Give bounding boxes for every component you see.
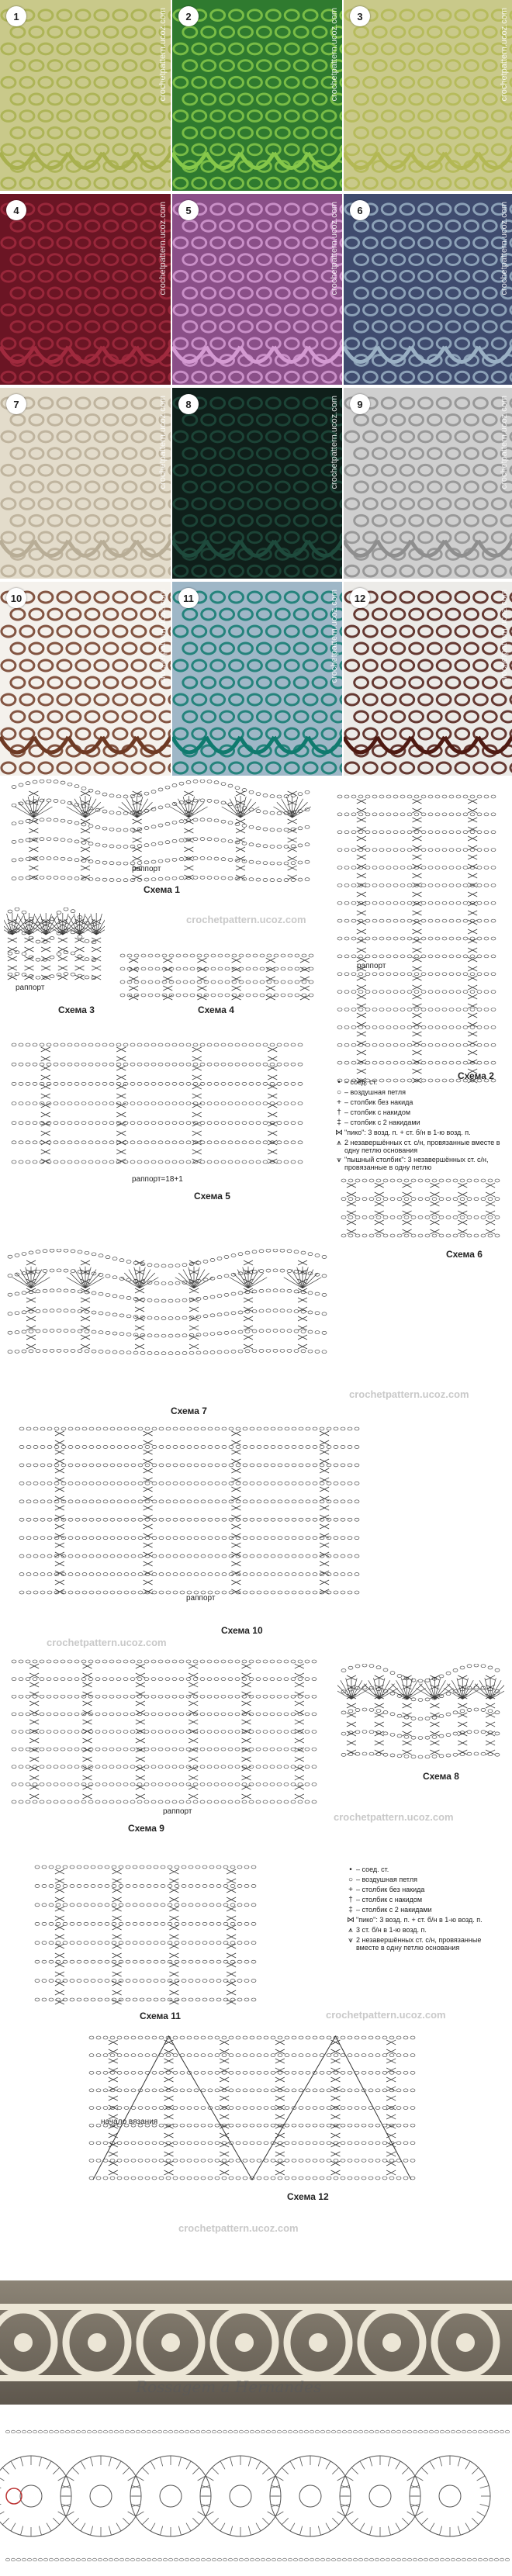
legend-row (334, 1129, 504, 1137)
photo-11 (172, 582, 342, 776)
photo-grid (0, 0, 512, 776)
lace-diagram-svg (0, 2412, 512, 2576)
scheme-3-caption: Схема 3 (58, 1004, 95, 1015)
scheme-1-rapport: раппорт (132, 865, 161, 873)
lace-script-watermark: Rossagem a Hernandes (136, 2377, 322, 2396)
diagram-svg (31, 1858, 260, 2009)
lace-texture (0, 194, 171, 385)
photo-watermark: crochetpattern.ucoz.com (158, 396, 168, 489)
photo-7 (0, 388, 171, 579)
watermark-1: crochetpattern.ucoz.com (186, 914, 306, 925)
photo-number-badge: 10 (6, 588, 26, 608)
legend-text: – столбик без накида (344, 1098, 413, 1106)
lace-texture (0, 582, 171, 776)
legend-symbol: ‡ (337, 1119, 341, 1127)
legend-text: – столбик с 2 накидами (344, 1119, 420, 1126)
legend-text: – соед. ст. (344, 1078, 378, 1086)
scheme-3-rapport: раппорт (16, 984, 45, 992)
lace-texture (344, 0, 512, 191)
legend-row (345, 1906, 504, 1914)
lace-texture (0, 0, 171, 191)
scheme-1-diagram (8, 780, 318, 888)
photo-watermark: crochetpattern.ucoz.com (500, 396, 509, 489)
photo-number-badge: 7 (6, 394, 26, 414)
scheme-4-diagram (116, 946, 322, 1004)
legend-row (334, 1098, 504, 1107)
scheme-2-diagram (334, 787, 500, 1090)
diagram-svg (8, 1036, 310, 1171)
lace-diagram (0, 2412, 512, 2576)
diagram-svg (337, 1171, 504, 1245)
lace-texture (172, 0, 342, 191)
photo-1 (0, 0, 171, 191)
photo-number-badge: 1 (6, 6, 26, 26)
legend-text: – столбик без накида (356, 1886, 425, 1893)
legend-text: "пышный столбик": 3 незавершённых ст. с/н, провязанные в одну петлю (344, 1156, 489, 1171)
scheme-1-caption: Схема 1 (144, 884, 180, 895)
scheme-12-diagram (85, 2028, 419, 2187)
legend-text: 2 незавершённых ст. с/н, провязанные вместе в одну петлю основания (356, 1936, 482, 1952)
legend-row (334, 1108, 504, 1117)
photo-number-badge: 4 (6, 200, 26, 220)
photo-number-badge: 3 (350, 6, 370, 26)
scheme-5-rapport: раппорт=18+1 (132, 1175, 183, 1184)
scheme-11-caption: Схема 11 (140, 2011, 181, 2021)
legend-symbol: ⩚ (337, 1139, 341, 1147)
photo-watermark: crochetpattern.ucoz.com (330, 396, 339, 489)
legend-1 (334, 1078, 504, 1173)
scheme-5-caption: Схема 5 (194, 1191, 230, 1202)
legend-symbol: + (337, 1098, 341, 1107)
legend-text: – столбик с 2 накидами (356, 1906, 432, 1914)
legend-row (345, 1886, 504, 1894)
photo-watermark: crochetpattern.ucoz.com (500, 590, 509, 683)
scheme-7-diagram (4, 1249, 330, 1361)
legend-row (345, 1896, 504, 1904)
legend-text: – столбик с накидом (344, 1108, 411, 1116)
photo-number-badge: 9 (350, 394, 370, 414)
legend-row (334, 1156, 504, 1171)
legend-symbol: † (337, 1108, 341, 1117)
lace-texture (172, 388, 342, 579)
scheme-9-diagram (8, 1652, 326, 1811)
scheme-10-diagram (16, 1419, 368, 1602)
photo-watermark: crochetpattern.ucoz.com (158, 202, 168, 296)
photo-8 (172, 388, 342, 579)
legend-row (334, 1078, 504, 1087)
photo-number-badge: 8 (178, 394, 199, 414)
legend-text: – соед. ст. (356, 1865, 389, 1873)
lace-texture (344, 194, 512, 385)
photo-number-badge: 2 (178, 6, 199, 26)
photo-number-badge: 5 (178, 200, 199, 220)
photo-12 (344, 582, 512, 776)
diagram-svg (4, 908, 105, 985)
scheme-2-rapport: раппорт (357, 962, 386, 970)
photo-watermark: crochetpattern.ucoz.com (500, 8, 509, 102)
scheme-3-diagram (4, 908, 105, 985)
scheme-2-caption: Схема 2 (458, 1070, 494, 1081)
diagram-svg (8, 780, 318, 888)
lace-texture (344, 388, 512, 579)
watermark-2: crochetpattern.ucoz.com (349, 1388, 469, 1400)
watermark-5: crochetpattern.ucoz.com (326, 2009, 446, 2021)
scheme-8-diagram (337, 1664, 504, 1765)
legend-row (345, 1865, 504, 1874)
legend-text: "пико": 3 возд. п. + ст. б/н в 1-ю возд. п. (356, 1916, 483, 1924)
legend-symbol: ⩛ (348, 1936, 353, 1945)
legend-text: "пико": 3 возд. п. + ст. б/н в 1-ю возд. п. (344, 1129, 471, 1136)
legend-symbol: ⩛ (337, 1156, 341, 1164)
photo-10 (0, 582, 171, 776)
legend-text: – воздушная петля (356, 1876, 417, 1883)
diagram-svg (85, 2028, 419, 2187)
diagram-svg (4, 1249, 330, 1361)
legend-symbol: ○ (336, 1088, 342, 1097)
photo-watermark: crochetpattern.ucoz.com (158, 8, 168, 102)
scheme-10-rapport: раппорт (186, 1594, 216, 1603)
legend-row (334, 1119, 504, 1127)
scheme-4-caption: Схема 4 (198, 1004, 234, 1015)
diagram-svg (116, 946, 322, 1004)
legend-row (345, 1926, 504, 1935)
scheme-10-caption: Схема 10 (221, 1625, 263, 1636)
scheme-9-rapport: раппорт (163, 1807, 192, 1816)
photo-watermark: crochetpattern.ucoz.com (158, 590, 168, 683)
legend-symbol: ○ (348, 1876, 354, 1884)
photo-3 (344, 0, 512, 191)
legend-text: 3 ст. б/н в 1-ю возд. п. (356, 1926, 427, 1934)
diagram-svg (8, 1652, 326, 1811)
legend-symbol: ⋈ (335, 1129, 343, 1137)
scheme-12-caption: Схема 12 (287, 2191, 329, 2202)
legend-text: – столбик с накидом (356, 1896, 423, 1903)
photo-watermark: crochetpattern.ucoz.com (330, 8, 339, 102)
scheme-11-diagram (31, 1858, 260, 2009)
legend-row (334, 1139, 504, 1154)
photo-number-badge: 12 (350, 588, 370, 608)
lace-texture (0, 388, 171, 579)
scheme-8-caption: Схема 8 (423, 1771, 459, 1782)
legend-text: – воздушная петля (344, 1088, 406, 1096)
diagram-svg (16, 1419, 368, 1602)
legend-symbol: ⋈ (347, 1916, 355, 1924)
legend-symbol: + (348, 1886, 353, 1894)
photo-watermark: crochetpattern.ucoz.com (500, 202, 509, 296)
lace-texture (172, 582, 342, 776)
photo-number-badge: 6 (350, 200, 370, 220)
lace-texture (172, 194, 342, 385)
watermark-4: crochetpattern.ucoz.com (334, 1811, 454, 1823)
legend-symbol: • (337, 1078, 341, 1087)
photo-6 (344, 194, 512, 385)
legend-2 (345, 1865, 504, 1953)
photo-2 (172, 0, 342, 191)
scheme-9-caption: Схема 9 (128, 1823, 164, 1834)
legend-symbol: † (348, 1896, 353, 1904)
watermark-6: crochetpattern.ucoz.com (178, 2222, 299, 2234)
legend-symbol: ‡ (348, 1906, 353, 1914)
legend-row (334, 1088, 504, 1097)
legend-symbol: • (349, 1865, 352, 1874)
lace-texture (344, 582, 512, 776)
legend-row (345, 1916, 504, 1924)
diagram-svg (337, 1664, 504, 1765)
watermark-3: crochetpattern.ucoz.com (47, 1637, 167, 1648)
scheme-12-start-label: начало вязания (101, 2118, 158, 2126)
legend-row (345, 1936, 504, 1952)
photo-watermark: crochetpattern.ucoz.com (330, 590, 339, 683)
legend-text: 2 незавершённых ст. с/н, провязанные вместе в одну петлю основания (344, 1139, 500, 1154)
scheme-5-diagram (8, 1036, 310, 1171)
photo-watermark: crochetpattern.ucoz.com (330, 202, 339, 296)
photo-5 (172, 194, 342, 385)
legend-symbol: ⩚ (348, 1926, 353, 1935)
photo-number-badge: 11 (178, 588, 199, 608)
scheme-6-diagram (337, 1171, 504, 1245)
photo-4 (0, 194, 171, 385)
scheme-6-caption: Схема 6 (446, 1249, 483, 1260)
diagram-svg (334, 787, 500, 1090)
photo-9 (344, 388, 512, 579)
legend-row (345, 1876, 504, 1884)
scheme-7-caption: Схема 7 (171, 1406, 207, 1416)
